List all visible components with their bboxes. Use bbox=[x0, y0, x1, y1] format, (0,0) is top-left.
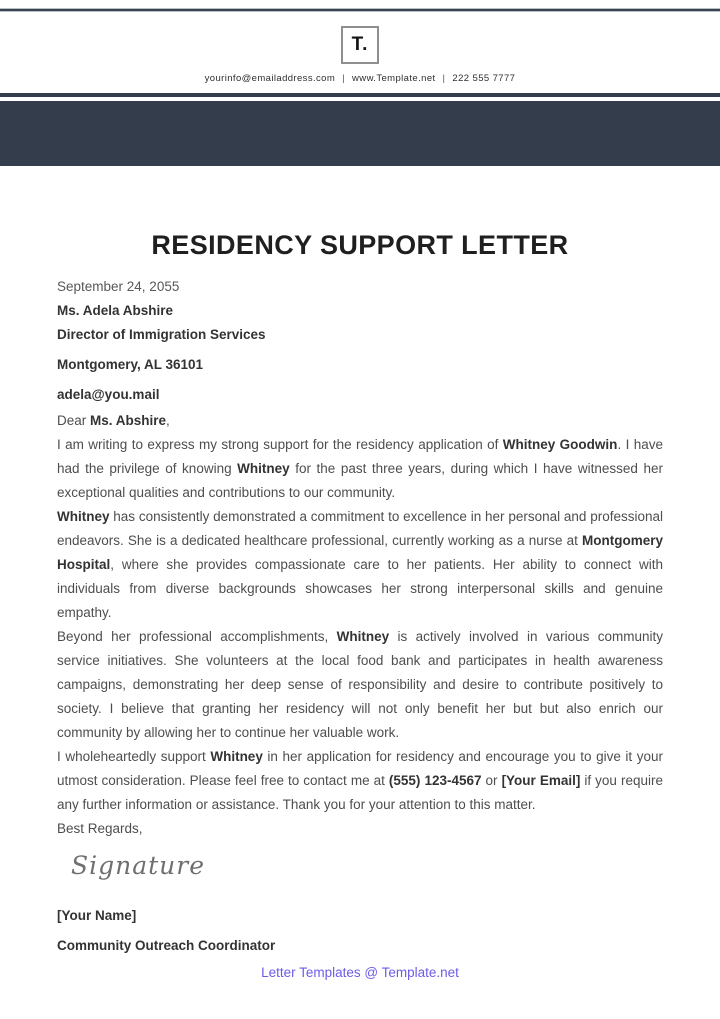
letter-paragraph: I wholeheartedly support Whitney in her application for residency and encourage you to give it your utmost consideration. Please feel free to contact me at (555) 123-4567 or [Your Email] if you require any further information or assistance. Thank you for your attention to this matter. bbox=[57, 749, 663, 812]
letter-greeting: Dear Ms. Abshire, bbox=[57, 413, 170, 428]
sender-role: Community Outreach Coordinator bbox=[57, 938, 276, 953]
recipient-name: Ms. Adela Abshire bbox=[57, 303, 174, 318]
letterhead-website: www.Template.net bbox=[352, 73, 436, 84]
page-title: RESIDENCY SUPPORT LETTER bbox=[151, 230, 569, 260]
sender-name: [Your Name] bbox=[57, 908, 137, 923]
footer bbox=[57, 964, 663, 982]
recipient-city: Montgomery, AL 36101 bbox=[57, 357, 204, 372]
letter-paragraph: Beyond her professional accomplishments, Whitney is actively involved in various community service initiatives. She volunteers at the local food bank and participates in health awareness campaigns, demonstrating her deep sense of responsibility and desire to contribute positively to society. I believe that granting her residency will not only benefit her but but also enrich our community by allowing her to continue her valuable work. bbox=[57, 629, 663, 740]
letter-content bbox=[0, 230, 720, 982]
brand-logo bbox=[341, 26, 379, 64]
letterhead bbox=[0, 26, 720, 84]
brand-logo-text: T. bbox=[351, 34, 369, 55]
banner-thick-bar bbox=[0, 101, 720, 166]
letter-closing: Best Regards, bbox=[57, 821, 143, 836]
contact-separator: | bbox=[342, 73, 346, 84]
letterhead-phone: 222 555 7777 bbox=[452, 73, 516, 84]
letterhead-contact-line bbox=[0, 73, 720, 84]
signature-script: Signature bbox=[71, 851, 206, 880]
letter-paragraph: I am writing to express my strong support for the residency application of Whitney Goodwin. I have had the privilege of knowing Whitney for the past three years, during which I have witnessed her exceptional qualities and contributions to our community. bbox=[57, 437, 663, 500]
recipient-email: adela@you.mail bbox=[57, 387, 160, 402]
letterhead-email: yourinfo@emailaddress.com bbox=[204, 73, 336, 84]
contact-separator: | bbox=[442, 73, 446, 84]
letter-date: September 24, 2055 bbox=[57, 279, 180, 294]
header-banner bbox=[0, 93, 720, 166]
footer-template-link[interactable]: Letter Templates @ Template.net bbox=[261, 965, 459, 980]
top-divider-line bbox=[0, 8, 720, 12]
recipient-title: Director of Immigration Services bbox=[57, 327, 266, 342]
letter-paragraph: Whitney has consistently demonstrated a commitment to excellence in her personal and professional endeavors. She is a dedicated healthcare professional, currently working as a nurse at Montgomery Hospital, where she provides compassionate care to her patients. Her ability to connect with individuals from diverse backgrounds showcases her strong interpersonal skills and genuine empathy. bbox=[57, 509, 663, 620]
